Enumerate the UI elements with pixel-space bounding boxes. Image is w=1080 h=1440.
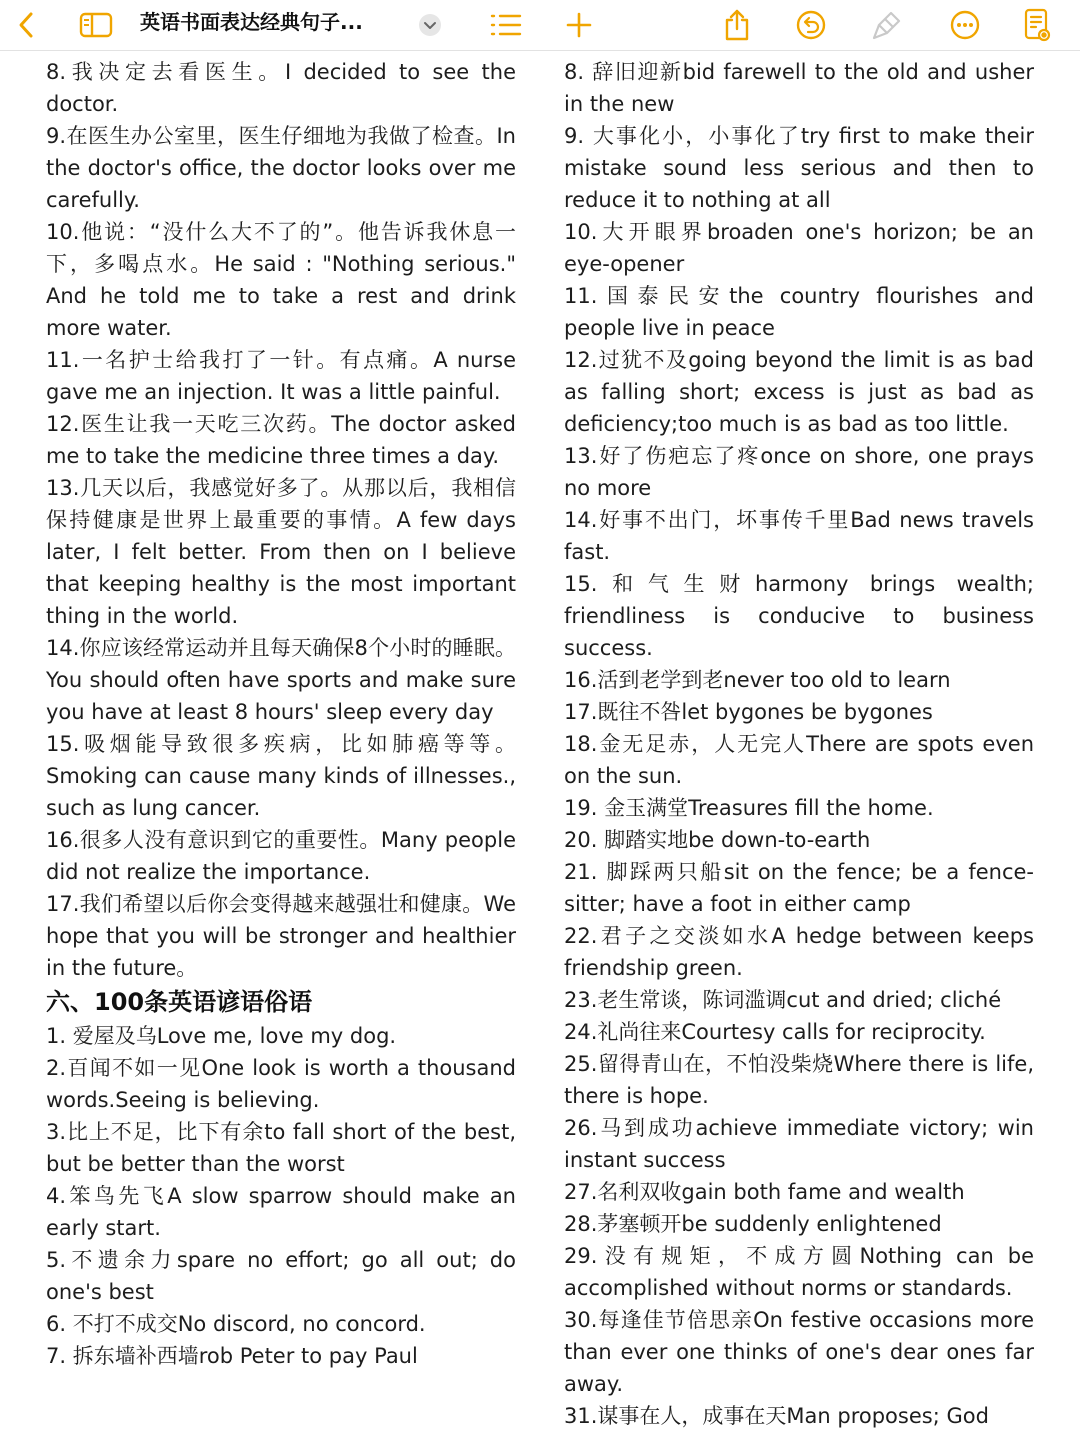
- sidebar-icon[interactable]: [76, 0, 116, 50]
- sentence-paragraph: 17.我们希望以后你会变得越来越强壮和健康。We hope that you will be stronger and healthier in the future。: [46, 892, 516, 980]
- sentence-paragraph: 25.留得青山在，不怕没柴烧Where there is life, there is hope.: [564, 1052, 1034, 1108]
- sentence-paragraph: 3.比上不足，比下有余to fall short of the best, but be better than the worst: [46, 1120, 516, 1176]
- back-chevron-icon[interactable]: [8, 0, 44, 50]
- sentence-paragraph: 5.不遗余力spare no effort; go all out; do one's best: [46, 1248, 516, 1304]
- document-title[interactable]: 英语书面表达经典句子...: [140, 10, 363, 34]
- title-dropdown-icon[interactable]: [416, 0, 444, 50]
- sentence-paragraph: 26.马到成功achieve immediate victory; win instant success: [564, 1116, 1034, 1172]
- sentence-paragraph: 30.每逢佳节倍思亲On festive occasions more than ever one thinks of one's dear ones far away.: [564, 1308, 1034, 1396]
- sentence-paragraph: 13.几天以后，我感觉好多了。从那以后，我相信保持健康是世界上最重要的事情。A few days later, I felt better. From then on I believe that keeping healthy is the most important thing in the world.: [46, 476, 516, 628]
- add-icon[interactable]: [562, 0, 596, 50]
- sentence-paragraph: 12.医生让我一天吃三次药。The doctor asked me to take the medicine three times a day.: [46, 412, 516, 468]
- sentence-paragraph: 31.谋事在人，成事在天Man proposes; God: [564, 1404, 989, 1428]
- sentence-paragraph: 12.过犹不及going beyond the limit is as bad as falling short; excess is just as bad as deficiency;too much is as bad as too little.: [564, 348, 1034, 436]
- share-icon[interactable]: [718, 0, 756, 50]
- sentence-paragraph: 28.茅塞顿开be suddenly enlightened: [564, 1212, 942, 1236]
- sentence-paragraph: 2.百闻不如一见One look is worth a thousand words.Seeing is believing.: [46, 1056, 516, 1112]
- sentence-paragraph: 10.大开眼界broaden one's horizon; be an eye-opener: [564, 220, 1034, 276]
- sentence-paragraph: 19. 金玉满堂Treasures fill the home.: [564, 796, 934, 820]
- sentence-paragraph: 21. 脚踩两只船sit on the fence; be a fence-sitter; have a foot in either camp: [564, 860, 1034, 916]
- sentence-paragraph: 16.活到老学到老never too old to learn: [564, 668, 951, 692]
- sentence-paragraph: 11.一名护士给我打了一针。有点痛。A nurse gave me an injection. It was a little painful.: [46, 348, 516, 404]
- right-column: [564, 56, 1034, 1432]
- sentence-paragraph: 15.吸烟能导致很多疾病，比如肺癌等等。Smoking can cause many kinds of illnesses., such as lung cancer.: [46, 732, 516, 820]
- sentence-paragraph: 14.你应该经常运动并且每天确保8个小时的睡眠。You should often have sports and make sure you have at least 8 hours' sleep every day: [46, 636, 516, 724]
- sentence-paragraph: 7. 拆东墙补西墙rob Peter to pay Paul: [46, 1344, 418, 1368]
- list-icon[interactable]: [486, 0, 526, 50]
- sentence-paragraph: 8.我决定去看医生。I decided to see the doctor.: [46, 60, 516, 116]
- brush-icon[interactable]: [868, 0, 906, 50]
- sentence-paragraph: 9. 大事化小，小事化了try first to make their mistake sound less serious and then to reduce it to nothing at all: [564, 124, 1034, 212]
- sentence-paragraph: 29.没有规矩，不成方圆Nothing can be accomplished without norms or standards.: [564, 1244, 1034, 1300]
- sentence-paragraph: 8. 辞旧迎新bid farewell to the old and usher in the new: [564, 60, 1034, 116]
- sentence-paragraph: 14.好事不出门，坏事传千里Bad news travels fast.: [564, 508, 1034, 564]
- sentence-paragraph: 22.君子之交淡如水A hedge between keeps friendship green.: [564, 924, 1034, 980]
- sentence-paragraph: 17.既往不咎let bygones be bygones: [564, 700, 933, 724]
- section-heading: 六、100条英语谚语俗语: [46, 988, 313, 1016]
- sentence-paragraph: 27.名利双收gain both fame and wealth: [564, 1180, 965, 1204]
- document-body: [0, 56, 1080, 1440]
- sentence-paragraph: 24.礼尚往来Courtesy calls for reciprocity.: [564, 1020, 986, 1044]
- sentence-paragraph: 23.老生常谈，陈词滥调cut and dried; cliché: [564, 988, 1002, 1012]
- more-icon[interactable]: [946, 0, 984, 50]
- sentence-paragraph: 9.在医生办公室里，医生仔细地为我做了检查。In the doctor's office, the doctor looks over me carefully.: [46, 124, 516, 212]
- sentence-paragraph: 6. 不打不成交No discord, no concord.: [46, 1312, 426, 1336]
- sentence-paragraph: 18.金无足赤，人无完人There are spots even on the sun.: [564, 732, 1034, 788]
- sentence-paragraph: 20. 脚踏实地be down-to-earth: [564, 828, 871, 852]
- left-column: [46, 56, 516, 1372]
- toolbar: [0, 0, 1080, 51]
- sentence-paragraph: 1. 爱屋及乌Love me, love my dog.: [46, 1024, 397, 1048]
- sentence-paragraph: 10.他说：“没什么大不了的”。他告诉我休息一下，多喝点水。He said : "Nothing serious." And he told me to take a rest and drink more water.: [46, 220, 516, 340]
- sentence-paragraph: 13.好了伤疤忘了疼once on shore, one prays no more: [564, 444, 1034, 500]
- reader-icon[interactable]: [1018, 0, 1056, 50]
- sentence-paragraph: 11.国泰民安the country flourishes and people live in peace: [564, 284, 1034, 340]
- sentence-paragraph: 16.很多人没有意识到它的重要性。Many people did not realize the importance.: [46, 828, 516, 884]
- sentence-paragraph: 4.笨鸟先飞A slow sparrow should make an early start.: [46, 1184, 516, 1240]
- sentence-paragraph: 15.和气生财harmony brings wealth; friendliness is conducive to business success.: [564, 572, 1034, 660]
- undo-icon[interactable]: [792, 0, 830, 50]
